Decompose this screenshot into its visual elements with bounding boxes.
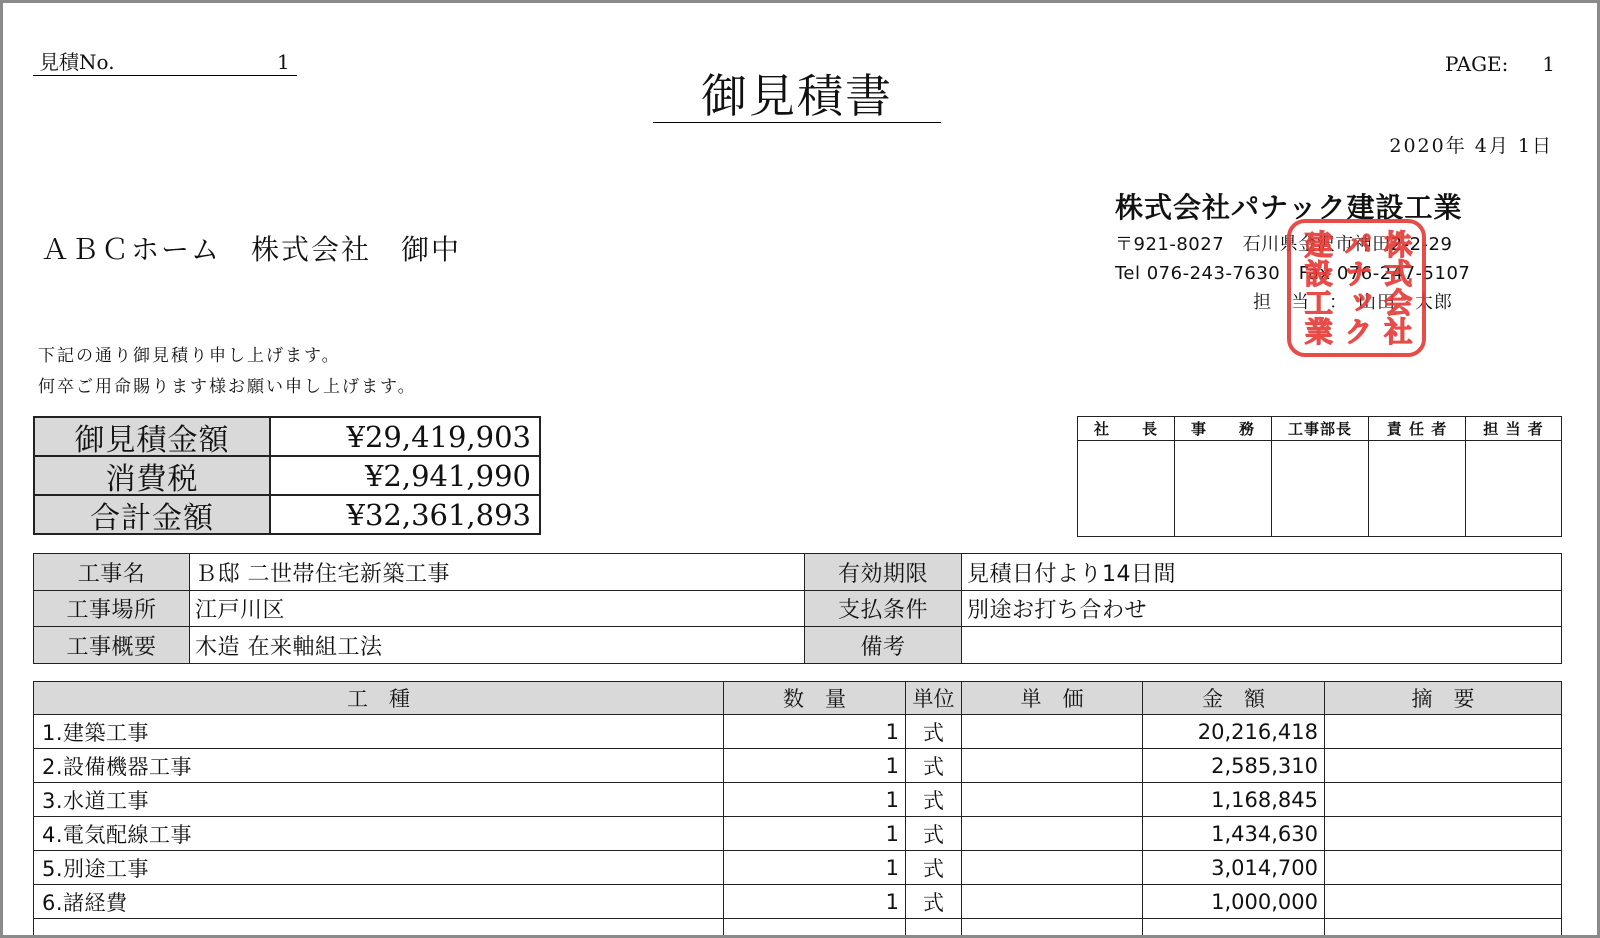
item-note [1325, 817, 1562, 851]
company-seal [1287, 219, 1426, 357]
project-value: 江戸川区 [190, 591, 805, 627]
item-note [1325, 783, 1562, 817]
item-unit: 式 [906, 783, 962, 817]
item-amount: 3,014,700 [1143, 851, 1325, 885]
project-label: 工事場所 [34, 591, 190, 627]
seal-column-2: パナック [1340, 230, 1374, 346]
item-unit: 式 [906, 817, 962, 851]
estimate-number [33, 49, 297, 76]
item-unit-price [962, 885, 1143, 919]
item-amount: 20,216,418 [1143, 715, 1325, 749]
table-row-blank-cell [1143, 919, 1325, 935]
greeting-line-1: 下記の通り御見積り申し上げます。 [38, 346, 341, 366]
company-address: 〒921-8027 石川県金沢市神田2-2-29 [1115, 234, 1453, 255]
approval-header-responsible: 責 任 者 [1369, 417, 1466, 441]
item-amount: 1,168,845 [1143, 783, 1325, 817]
column-header-work-type: 工 種 [34, 682, 724, 715]
line-items-table [33, 681, 1562, 935]
item-unit-price [962, 851, 1143, 885]
project-label: 工事名 [34, 554, 190, 591]
approval-header-office: 事 務 [1175, 417, 1272, 441]
item-note [1325, 851, 1562, 885]
approval-stamp-box [1175, 441, 1272, 537]
column-header-unit-price: 単 価 [962, 682, 1143, 715]
estimate-number-value: 1 [277, 50, 290, 74]
approval-stamp-box [1272, 441, 1369, 537]
column-header-note: 摘 要 [1325, 682, 1562, 715]
greeting-line-2: 何卒ご用命賜ります様お願い申し上げます。 [38, 377, 417, 397]
approval-stamp-box [1369, 441, 1466, 537]
company-name: 株式会社パナック建設工業 [1115, 191, 1463, 224]
amount-value-total: ¥32,361,893 [271, 496, 541, 535]
project-label: 工事概要 [34, 627, 190, 664]
item-amount: 1,434,630 [1143, 817, 1325, 851]
item-name: 4.電気配線工事 [34, 817, 724, 851]
item-note [1325, 715, 1562, 749]
project-value: Ｂ邸 二世帯住宅新築工事 [190, 554, 805, 591]
item-name: 3.水道工事 [34, 783, 724, 817]
amount-value-tax: ¥2,941,990 [271, 457, 541, 496]
item-name: 2.設備機器工事 [34, 749, 724, 783]
approval-header-construction-manager: 工事部長 [1272, 417, 1369, 441]
item-unit: 式 [906, 885, 962, 919]
project-value: 別途お打ち合わせ [962, 591, 1562, 627]
item-quantity: 1 [724, 885, 906, 919]
amount-label-total: 合計金額 [35, 496, 271, 535]
item-unit-price [962, 715, 1143, 749]
item-unit: 式 [906, 749, 962, 783]
estimate-number-label: 見積No. [39, 50, 115, 74]
page-number-label: PAGE: [1445, 52, 1509, 76]
item-unit-price [962, 783, 1143, 817]
page-number [1445, 51, 1555, 77]
item-name: 1.建築工事 [34, 715, 724, 749]
amount-value-estimate: ¥29,419,903 [271, 418, 541, 457]
client-name: ＡＢＣホーム 株式会社 御中 [41, 233, 462, 266]
item-quantity: 1 [724, 749, 906, 783]
project-value: 見積日付より14日間 [962, 554, 1562, 591]
item-unit-price [962, 817, 1143, 851]
project-value [962, 627, 1562, 664]
table-row-blank-cell [906, 919, 962, 935]
issue-date: 2020年 4月 1日 [1389, 135, 1553, 157]
project-value: 木造 在来軸組工法 [190, 627, 805, 664]
table-row-blank-cell [34, 919, 724, 935]
item-quantity: 1 [724, 817, 906, 851]
project-label: 有効期限 [805, 554, 962, 591]
seal-column-1: 株式会社 [1380, 230, 1414, 346]
approval-header-president: 社 長 [1078, 417, 1175, 441]
company-contact: 担 当 ： 山田 太郎 [1253, 292, 1453, 313]
item-quantity: 1 [724, 715, 906, 749]
amount-label-estimate: 御見積金額 [35, 418, 271, 457]
approval-stamp-box [1078, 441, 1175, 537]
column-header-quantity: 数 量 [724, 682, 906, 715]
item-unit: 式 [906, 851, 962, 885]
table-row-blank-cell [962, 919, 1143, 935]
amount-summary-table [33, 416, 541, 535]
item-quantity: 1 [724, 783, 906, 817]
document-title: 御見積書 [653, 70, 941, 123]
item-name: 5.別途工事 [34, 851, 724, 885]
item-amount: 1,000,000 [1143, 885, 1325, 919]
approval-stamp-box [1466, 441, 1562, 537]
project-info-table [33, 553, 1562, 664]
item-note [1325, 885, 1562, 919]
item-quantity: 1 [724, 851, 906, 885]
item-note [1325, 749, 1562, 783]
column-header-unit: 単位 [906, 682, 962, 715]
approval-header-staff: 担 当 者 [1466, 417, 1562, 441]
column-header-amount: 金 額 [1143, 682, 1325, 715]
table-row-blank-cell [724, 919, 906, 935]
table-row-blank-cell [1325, 919, 1562, 935]
item-amount: 2,585,310 [1143, 749, 1325, 783]
seal-column-3: 建設工業 [1300, 230, 1334, 346]
company-tel-fax: Tel 076-243-7630 Fax 076-247-5107 [1115, 263, 1471, 284]
amount-label-tax: 消費税 [35, 457, 271, 496]
item-name: 6.諸経費 [34, 885, 724, 919]
page-number-value: 1 [1542, 52, 1555, 76]
item-unit: 式 [906, 715, 962, 749]
item-unit-price [962, 749, 1143, 783]
project-label: 備考 [805, 627, 962, 664]
approval-stamp-table [1077, 416, 1562, 537]
project-label: 支払条件 [805, 591, 962, 627]
